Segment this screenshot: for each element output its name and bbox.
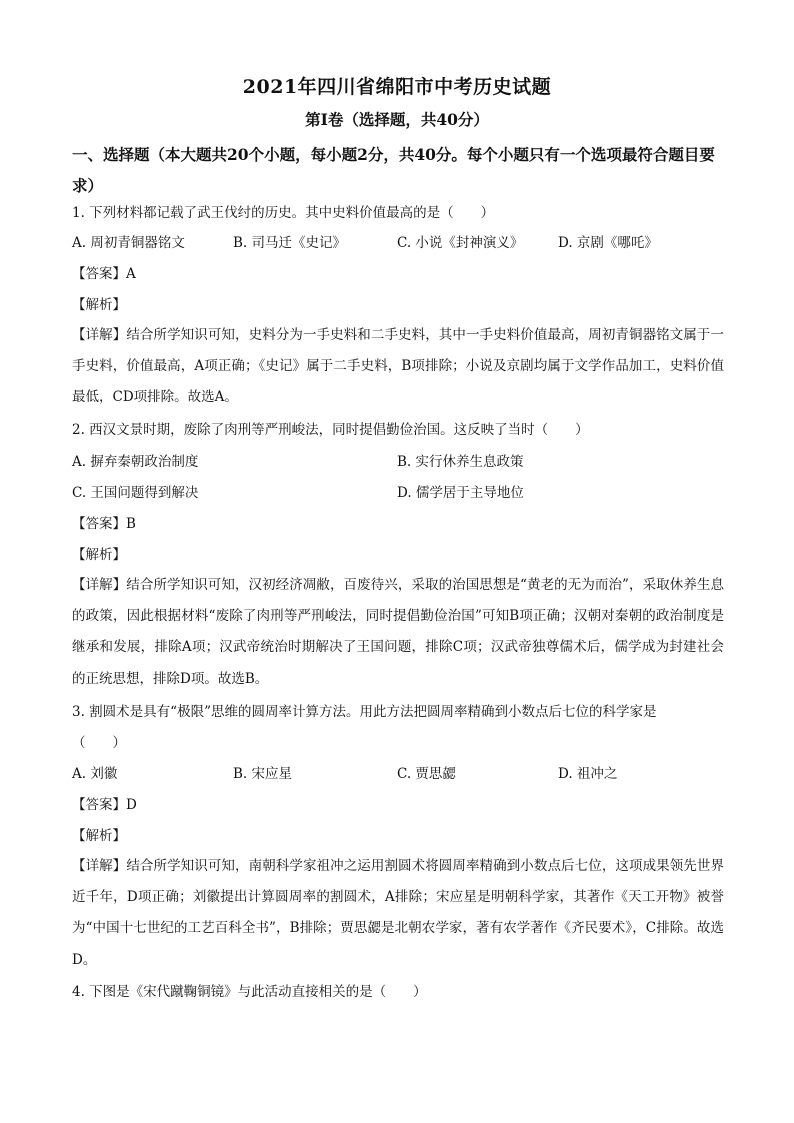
question-3-answer: 【答案】D — [72, 797, 137, 813]
question-1-option-a: A. 周初青铜器铭文 — [72, 235, 185, 251]
question-1-option-c: C. 小说《封神演义》 — [397, 235, 524, 251]
question-1-answer: 【答案】A — [72, 266, 136, 282]
question-2-answer: 【答案】B — [72, 516, 136, 532]
question-3-option-d: D. 祖冲之 — [558, 766, 618, 782]
question-1-detail: 【详解】结合所学知识可知，史料分为一手史料和二手史料，其中一手史料价值最高，周初青铜器铭文属于一手史料，价值最高，A项正确；《史记》属于二手史料，B项排除；小说及京剧均属于文学作品加工，史料价值最低，CD项排除。故选A。 — [72, 327, 724, 406]
section-heading: 一、选择题（本大题共20个小题，每小题2分，共40分。每个小题只有一个选项最符合题目要求） — [72, 145, 715, 195]
question-3-option-c: C. 贾思勰 — [397, 766, 456, 782]
question-1-analysis-label: 【解析】 — [72, 297, 126, 313]
question-4-stem: 4. 下图是《宋代蹴鞠铜镜》与此活动直接相关的是（ ） — [72, 984, 427, 1000]
page-title: 2021年四川省绵阳市中考历史试题 — [242, 76, 552, 98]
question-2-stem: 2. 西汉文景时期，废除了肉刑等严刑峻法，同时提倡勤俭治国。这反映了当时（ ） — [72, 422, 589, 438]
question-1-stem: 1. 下列材料都记载了武王伐纣的历史。其中史料价值最高的是（ ） — [72, 205, 495, 221]
question-2-option-b: B. 实行休养生息政策 — [397, 454, 524, 470]
question-1-option-b: B. 司马迁《史记》 — [233, 235, 347, 251]
question-2-option-a: A. 摒弃秦朝政治制度 — [72, 454, 199, 470]
question-3-stem: 3. 割圆术是具有“极限”思维的圆周率计算方法。用此方法把圆周率精确到小数点后七位的科学家是 — [72, 704, 657, 720]
question-3-option-a: A. 刘徽 — [72, 766, 118, 782]
question-1-option-d: D. 京剧《哪吒》 — [558, 235, 658, 251]
question-3-analysis-label: 【解析】 — [72, 828, 126, 844]
question-2-option-c: C. 王国问题得到解决 — [72, 485, 199, 501]
question-2-analysis-label: 【解析】 — [72, 547, 126, 563]
section-subtitle: 第Ⅰ卷（选择题，共40分） — [305, 110, 489, 129]
question-3-option-b: B. 宋应星 — [233, 766, 293, 782]
question-3-stem-continued: （ ） — [72, 735, 126, 751]
question-2-detail: 【详解】结合所学知识可知，汉初经济凋敝，百废待兴，采取的治国思想是“黄老的无为而治”，采取休养生息的政策，因此根据材料“废除了肉刑等严刑峻法，同时提倡勤俭治国”可知B项正确；汉朝对秦朝的政治制度是继承和发展，排除A项；汉武帝统治时期解决了王国问题，排除C项；汉武帝独尊儒术后，儒学成为封建社会的正统思想，排除D项。故选B。 — [72, 577, 724, 687]
question-2-option-d: D. 儒学居于主导地位 — [397, 485, 524, 501]
question-3-detail: 【详解】结合所学知识可知，南朝科学家祖冲之运用割圆术将圆周率精确到小数点后七位，这项成果领先世界近千年，D项正确；刘徽提出计算圆周率的割圆术，A排除；宋应星是明朝科学家，其著作《天工开物》被誉为“中国十七世纪的工艺百科全书”，B排除；贾思勰是北朝农学家，著有农学著作《齐民要术》，C排除。故选D。 — [72, 858, 724, 968]
